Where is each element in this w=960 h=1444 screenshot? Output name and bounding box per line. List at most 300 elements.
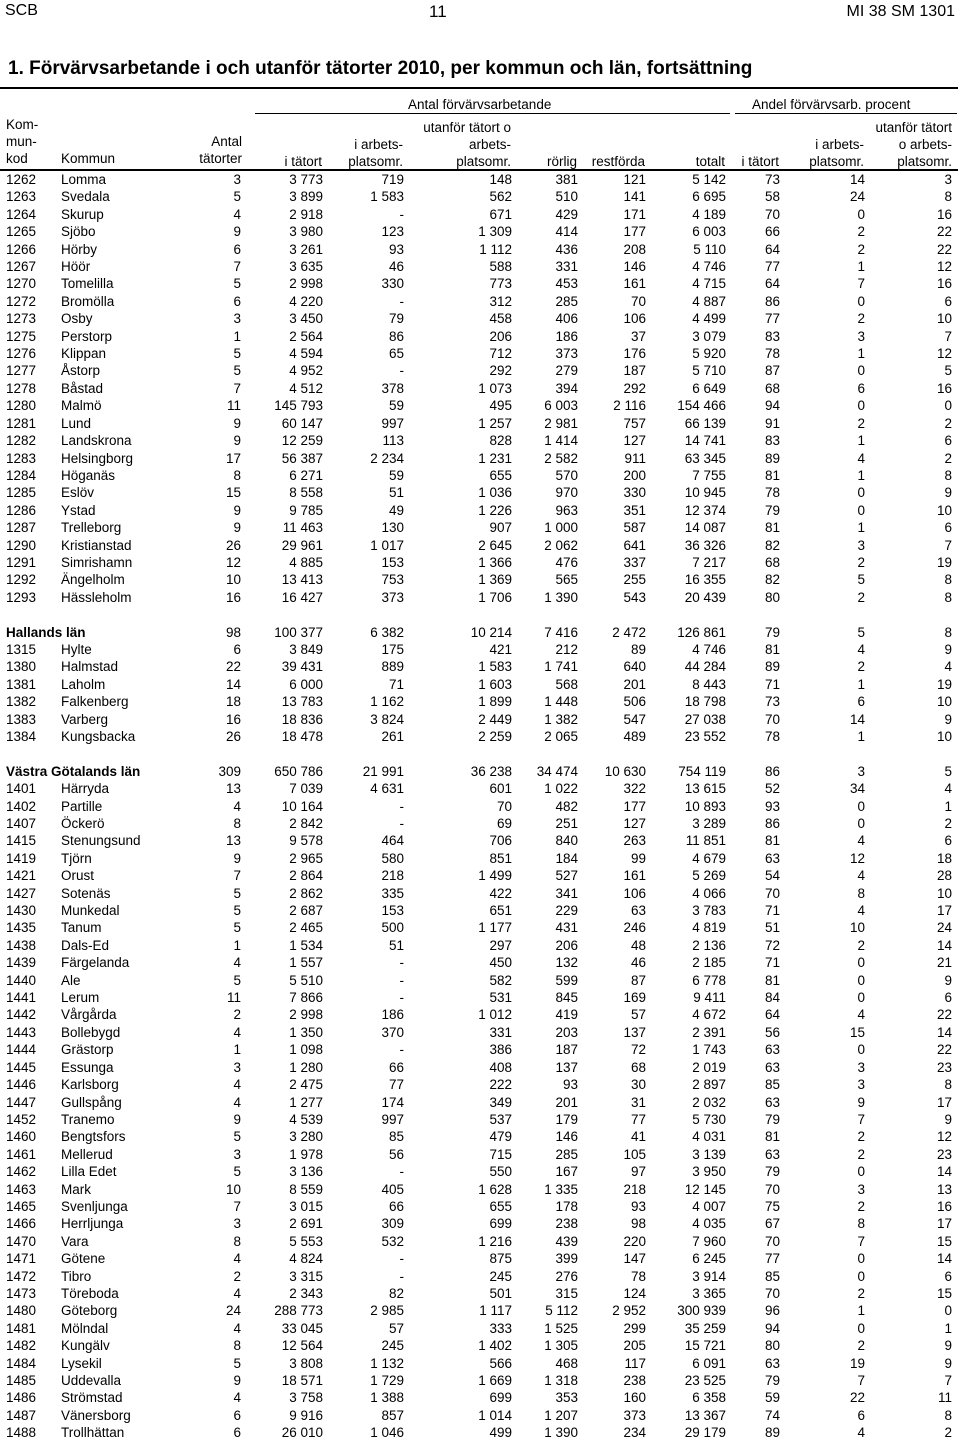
cell-kommunkod: 1280 [6,398,37,414]
cell-restforda: 238 [623,1373,646,1388]
cell-antal-tatorter: 26 [225,728,241,744]
cell-kommun: Åstorp [61,363,101,379]
cell-totalt: 5 142 [692,172,726,187]
cell-restforda: 105 [623,1146,646,1162]
cell-kommunkod: 1471 [6,1251,37,1267]
page-number: 11 [429,2,447,21]
cell-i-arbetsplatsomr: 218 [381,868,404,884]
cell-pct-i-arbetsplatsomr: 1 [857,728,865,744]
cell-i-tatort: 13 413 [281,572,323,588]
cell-kommun: Tanum [61,920,102,936]
cell-i-arbetsplatsomr: 370 [381,1024,404,1040]
cell-kommunkod: 1281 [6,415,37,431]
cell-restforda: 218 [623,1181,646,1197]
table-row [6,293,952,310]
cell-kommun: Bengtsfors [61,1129,126,1145]
cell-kommunkod: 1438 [6,937,37,953]
cell-restforda: 141 [623,189,646,205]
cell-kommunkod: 1421 [6,868,37,884]
cell-totalt: 18 798 [684,694,726,710]
cell-pct-utanfor: 8 [944,589,952,605]
cell-utanfor: 1 012 [478,1007,512,1023]
cell-i-tatort: 7 039 [289,781,323,797]
cell-rorlig: 238 [555,1216,578,1232]
cell-kommun: Landskrona [61,433,132,449]
cell-utanfor: 1 117 [479,1303,512,1319]
cell-antal-tatorter: 8 [233,467,241,483]
cell-kommun: Svenljunga [61,1198,128,1214]
cell-pct-utanfor: 8 [944,1077,952,1093]
cell-pct-utanfor: 4 [944,659,952,675]
cell-pct-utanfor: 15 [936,1233,952,1249]
table-row [6,1320,952,1337]
cell-pct-i-arbetsplatsomr: 2 [857,1198,865,1214]
cell-pct-i-tatort: 77 [764,311,780,327]
cell-kommunkod: 1452 [6,1111,37,1127]
cell-utanfor: 1 231 [478,450,512,466]
cell-kommunkod: 1384 [6,728,37,744]
cell-rorlig: 7 416 [544,624,578,640]
cell-pct-i-arbetsplatsomr: 5 [857,572,865,588]
col-pct-utanfor-2: o arbets- [898,137,952,152]
cell-antal-tatorter: 5 [233,1129,241,1145]
cell-utanfor: 699 [489,1390,512,1406]
cell-kommun: Ystad [61,502,96,518]
cell-pct-i-tatort: 79 [764,502,780,518]
table-row [6,571,952,588]
cell-pct-utanfor: 17 [936,903,952,919]
cell-rorlig: 1 318 [544,1373,578,1388]
cell-restforda: 187 [623,363,646,379]
cell-pct-i-arbetsplatsomr: 4 [857,450,865,466]
cell-utanfor: 1 706 [478,589,512,605]
cell-kommun: Mölndal [61,1320,109,1336]
cell-rorlig: 1 022 [544,781,578,797]
cell-pct-i-tatort: 79 [764,1111,780,1127]
cell-pct-utanfor: 10 [936,694,952,710]
cell-pct-utanfor: 14 [936,937,952,953]
cell-pct-i-tatort: 75 [764,1198,780,1214]
cell-rorlig: 963 [555,502,578,518]
cell-kommun: Uddevalla [61,1373,122,1388]
cell-kommun: Munkedal [61,903,120,919]
cell-rorlig: 178 [555,1198,578,1214]
cell-pct-utanfor: 9 [944,972,952,988]
cell-pct-i-arbetsplatsomr: 3 [857,1181,865,1197]
cell-kommun: Färgelanda [61,955,130,971]
cell-i-arbetsplatsomr: 1 132 [370,1355,404,1371]
table-row [6,589,952,606]
cell-restforda: 63 [630,903,646,919]
cell-pct-utanfor: 12 [936,259,952,275]
cell-totalt: 3 139 [692,1146,726,1162]
cell-pct-utanfor: 16 [936,1198,952,1214]
cell-i-tatort: 1 534 [289,937,323,953]
cell-antal-tatorter: 9 [233,502,241,518]
cell-utanfor: 1 036 [478,485,512,501]
col-i-tatort: i tätort [284,154,322,169]
cell-restforda: 506 [623,694,646,710]
cell-restforda: 911 [624,450,646,466]
cell-kommunkod: 1440 [6,972,37,988]
cell-pct-utanfor: 17 [936,1094,952,1110]
cell-kommunkod: 1488 [6,1425,37,1441]
cell-antal-tatorter: 1 [233,1042,241,1058]
cell-restforda: 117 [624,1355,646,1371]
cell-kommunkod: 1463 [6,1181,37,1197]
cell-pct-i-tatort: 83 [764,328,780,344]
col-kommunkod-2: mun- [6,134,37,149]
cell-antal-tatorter: 5 [233,972,241,988]
table-row [6,1198,952,1215]
cell-totalt: 3 365 [692,1285,726,1301]
cell-utanfor: 1 014 [478,1407,512,1423]
cell-i-tatort: 2 465 [289,920,323,936]
cell-antal-tatorter: 4 [233,1024,241,1040]
cell-kommun: Höganäs [61,467,116,483]
table-row [6,241,952,258]
cell-pct-i-tatort: 70 [764,885,780,901]
cell-kommunkod: 1427 [6,885,37,901]
cell-i-arbetsplatsomr: 51 [388,485,404,501]
cell-i-tatort: 16 427 [281,589,323,605]
cell-kommun: Perstorp [61,328,113,344]
table-row [6,954,952,971]
cell-kommunkod: 1446 [6,1077,37,1093]
col-pct-i-arbetsplatsomr-2: platsomr. [809,154,864,169]
cell-pct-i-arbetsplatsomr: 4 [857,903,865,919]
cell-utanfor: 333 [489,1320,512,1336]
cell-pct-utanfor: 0 [944,398,952,414]
cell-kommun: Kungälv [61,1338,110,1354]
cell-rorlig: 93 [562,1077,578,1093]
col-i-arbetsplatsomr-2: platsomr. [348,154,403,169]
cell-totalt: 5 710 [692,363,726,379]
cell-utanfor: 386 [489,1042,512,1058]
cell-i-arbetsplatsomr: - [399,206,404,222]
group-rule-antal [255,113,730,114]
cell-pct-utanfor: 9 [944,1355,952,1371]
cell-i-arbetsplatsomr: - [399,990,404,1006]
cell-pct-i-tatort: 74 [764,1407,780,1423]
cell-antal-tatorter: 18 [225,694,241,710]
cell-antal-tatorter: 4 [233,1094,241,1110]
cell-utanfor: 206 [489,328,512,344]
cell-kommunkod: 1286 [6,502,37,518]
cell-pct-i-tatort: 73 [764,172,780,187]
cell-kommun: Tranemo [61,1111,115,1127]
table-row [6,1094,952,1111]
cell-restforda: 322 [623,781,646,797]
cell-pct-utanfor: 19 [936,554,952,570]
cell-kommun: Öckerö [61,816,105,831]
cell-totalt: 13 615 [684,781,726,797]
cell-rorlig: 373 [555,346,578,362]
col-restforda: restförda [591,154,645,169]
cell-i-tatort: 5 553 [289,1233,323,1249]
cell-pct-utanfor: 8 [944,624,952,640]
cell-pct-i-arbetsplatsomr: 2 [857,241,865,257]
cell-kommunkod: 1465 [6,1198,37,1214]
cell-pct-utanfor: 10 [936,885,952,901]
cell-pct-utanfor: 9 [944,711,952,727]
cell-antal-tatorter: 14 [225,676,241,692]
cell-kommunkod: 1284 [6,467,37,483]
cell-pct-i-arbetsplatsomr: 0 [857,293,865,309]
cell-pct-i-tatort: 82 [764,572,780,588]
table-row [6,1407,952,1424]
cell-i-arbetsplatsomr: 889 [381,659,404,675]
cell-utanfor: 36 238 [470,763,512,779]
cell-i-arbetsplatsomr: 59 [388,398,404,414]
cell-pct-i-arbetsplatsomr: 22 [849,1390,865,1406]
cell-antal-tatorter: 1 [233,937,241,953]
cell-pct-i-arbetsplatsomr: 2 [857,589,865,605]
cell-restforda: 177 [623,798,646,814]
cell-totalt: 12 145 [684,1181,726,1197]
cell-pct-i-arbetsplatsomr: 0 [857,1268,865,1284]
cell-i-tatort: 18 478 [281,728,323,744]
cell-restforda: 48 [630,937,646,953]
cell-pct-i-tatort: 82 [764,537,780,553]
col-utanfor-1: utanför tätort o [423,120,511,135]
cell-pct-utanfor: 2 [944,1425,952,1441]
cell-pct-i-tatort: 81 [764,972,780,988]
cell-antal-tatorter: 3 [233,1146,241,1162]
cell-i-tatort: 9 916 [289,1407,323,1423]
cell-kommun: Hörby [61,241,98,257]
cell-totalt: 5 730 [692,1111,726,1127]
cell-kommunkod: 1470 [6,1233,37,1249]
cell-restforda: 121 [623,172,646,187]
table-row [6,1128,952,1145]
cell-kommun: Göteborg [61,1303,118,1319]
cell-kommun: Dals-Ed [61,937,110,953]
cell-i-arbetsplatsomr: 66 [388,1198,404,1214]
col-pct-utanfor-1: utanför tätort [875,120,952,135]
cell-utanfor: 907 [489,520,512,536]
cell-pct-utanfor: 9 [944,641,952,657]
cell-totalt: 5 110 [693,241,726,257]
cell-pct-utanfor: 9 [944,1111,952,1127]
cell-totalt: 4 031 [692,1129,726,1145]
cell-kommun: Mellerud [61,1146,113,1162]
cell-restforda: 137 [623,1024,646,1040]
table-row [6,484,952,501]
cell-rorlig: 2 981 [544,415,578,431]
cell-totalt: 63 345 [684,450,726,466]
cell-pct-i-arbetsplatsomr: 14 [849,172,865,187]
cell-totalt: 16 355 [684,572,726,588]
cell-restforda: 299 [623,1320,646,1336]
cell-kommunkod: Västra Götalands län [6,763,141,779]
cell-utanfor: 1 583 [478,659,512,675]
cell-totalt: 44 284 [684,659,726,675]
table-row [6,1024,952,1041]
cell-rorlig: 1 741 [544,659,578,675]
cell-kommunkod: 1380 [6,659,37,675]
table-row [6,223,952,240]
cell-restforda: 543 [623,589,646,605]
cell-pct-utanfor: 7 [944,1373,952,1388]
cell-antal-tatorter: 8 [233,1233,241,1249]
cell-i-arbetsplatsomr: 330 [381,276,404,292]
cell-kommunkod: 1444 [6,1042,37,1058]
cell-kommunkod: Hallands län [6,624,86,640]
cell-pct-i-arbetsplatsomr: 0 [857,816,865,831]
cell-pct-i-tatort: 67 [764,1216,780,1232]
cell-pct-utanfor: 10 [936,502,952,518]
cell-i-tatort: 33 045 [281,1320,323,1336]
cell-i-tatort: 650 786 [274,763,323,779]
cell-restforda: 106 [623,311,646,327]
cell-pct-utanfor: 10 [936,728,952,744]
cell-kommunkod: 1278 [6,380,37,396]
table-title: 1. Förvärvsarbetande i och utanför tätorter 2010, per kommun och län, fortsättning [8,58,753,79]
cell-kommunkod: 1441 [6,990,37,1006]
cell-rorlig: 436 [555,241,578,257]
cell-i-arbetsplatsomr: 57 [388,1320,404,1336]
cell-kommunkod: 1290 [6,537,37,553]
cell-antal-tatorter: 6 [233,241,241,257]
cell-i-arbetsplatsomr: 56 [388,1146,404,1162]
cell-pct-utanfor: 5 [944,363,952,379]
cell-i-tatort: 12 259 [281,433,323,449]
cell-restforda: 10 630 [604,763,646,779]
lan-summary-row [6,763,952,780]
cell-rorlig: 184 [555,850,578,866]
cell-kommunkod: 1407 [6,816,37,831]
cell-i-arbetsplatsomr: 174 [381,1094,404,1110]
cell-rorlig: 970 [555,485,578,501]
cell-pct-utanfor: 13 [936,1181,952,1197]
table-row [6,519,952,536]
report-id: MI 38 SM 1301 [846,3,955,20]
cell-kommun: Lomma [61,172,107,187]
cell-pct-i-arbetsplatsomr: 1 [857,433,865,449]
cell-kommunkod: 1445 [6,1059,37,1075]
cell-kommunkod: 1263 [6,189,37,205]
cell-rorlig: 187 [555,1042,578,1058]
cell-restforda: 46 [630,955,646,971]
cell-utanfor: 588 [489,259,512,275]
cell-kommun: Härryda [61,781,110,797]
cell-totalt: 6 358 [692,1390,726,1406]
cell-kommun: Orust [61,868,95,884]
cell-i-tatort: 3 315 [289,1268,323,1284]
cell-restforda: 201 [623,676,646,692]
cell-antal-tatorter: 2 [233,1268,241,1284]
cell-utanfor: 245 [489,1268,512,1284]
cell-i-tatort: 3 758 [289,1390,323,1406]
cell-utanfor: 1 112 [479,241,512,257]
cell-i-tatort: 2 343 [289,1285,323,1301]
cell-pct-i-tatort: 70 [764,1181,780,1197]
cell-rorlig: 439 [555,1233,578,1249]
cell-pct-utanfor: 6 [944,293,952,309]
table-row [6,1250,952,1267]
cell-pct-utanfor: 8 [944,189,952,205]
cell-totalt: 66 139 [684,415,726,431]
cell-pct-i-tatort: 51 [764,920,780,936]
cell-restforda: 31 [630,1094,646,1110]
cell-pct-i-tatort: 68 [764,554,780,570]
cell-pct-i-tatort: 96 [764,1303,780,1319]
cell-i-tatort: 39 431 [281,659,323,675]
cell-i-arbetsplatsomr: 71 [388,676,404,692]
table-row [6,832,952,849]
cell-i-tatort: 3 261 [289,241,323,257]
cell-restforda: 292 [623,380,646,396]
cell-i-arbetsplatsomr: 1 046 [370,1425,404,1441]
cell-rorlig: 476 [555,554,578,570]
cell-pct-i-tatort: 71 [764,676,780,692]
cell-pct-i-arbetsplatsomr: 12 [849,850,865,866]
table-row [6,989,952,1006]
table-row [6,641,952,658]
cell-utanfor: 1 899 [478,694,512,710]
table-row [6,919,952,936]
cell-totalt: 2 032 [692,1094,726,1110]
cell-kommun: Klippan [61,346,107,362]
cell-totalt: 6 245 [692,1251,726,1267]
cell-rorlig: 167 [555,1164,578,1180]
cell-antal-tatorter: 8 [233,1338,241,1354]
cell-utanfor: 10 214 [470,624,512,640]
cell-totalt: 3 079 [692,328,726,344]
cell-pct-i-arbetsplatsomr: 6 [857,694,865,710]
cell-kommun: Eslöv [61,485,95,501]
cell-pct-utanfor: 15 [936,1285,952,1301]
cell-kommunkod: 1382 [6,694,37,710]
cell-i-arbetsplatsomr: - [399,363,404,379]
cell-pct-i-arbetsplatsomr: 0 [857,1320,865,1336]
table-row [6,885,952,902]
cell-pct-utanfor: 12 [936,346,952,362]
cell-pct-i-arbetsplatsomr: 19 [849,1355,865,1371]
cell-kommunkod: 1435 [6,920,37,936]
cell-utanfor: 651 [489,903,512,919]
cell-pct-i-tatort: 94 [764,1320,780,1336]
spacer-row [6,606,952,623]
table-row [6,345,952,362]
cell-utanfor: 1 499 [478,868,512,884]
cell-rorlig: 276 [555,1268,578,1284]
cell-pct-i-arbetsplatsomr: 1 [857,520,865,536]
cell-pct-i-tatort: 63 [764,1146,780,1162]
cell-i-tatort: 4 885 [289,554,323,570]
cell-kommun: Skurup [61,206,104,222]
cell-i-arbetsplatsomr: 186 [381,1007,404,1023]
cell-i-tatort: 2 691 [289,1216,323,1232]
cell-utanfor: 222 [489,1077,512,1093]
cell-antal-tatorter: 24 [225,1303,241,1319]
cell-rorlig: 419 [555,1007,578,1023]
cell-rorlig: 132 [555,955,578,971]
cell-pct-utanfor: 21 [936,955,952,971]
cell-pct-i-arbetsplatsomr: 1 [857,346,865,362]
cell-i-tatort: 3 450 [289,311,323,327]
cell-antal-tatorter: 9 [233,1111,241,1127]
cell-rorlig: 186 [555,328,578,344]
cell-i-tatort: 10 164 [281,798,323,814]
cell-restforda: 2 472 [612,624,646,640]
cell-restforda: 489 [623,728,646,744]
cell-i-arbetsplatsomr: 123 [381,224,404,240]
cell-rorlig: 2 062 [544,537,578,553]
cell-restforda: 220 [623,1233,646,1249]
cell-pct-i-tatort: 79 [764,1373,780,1388]
